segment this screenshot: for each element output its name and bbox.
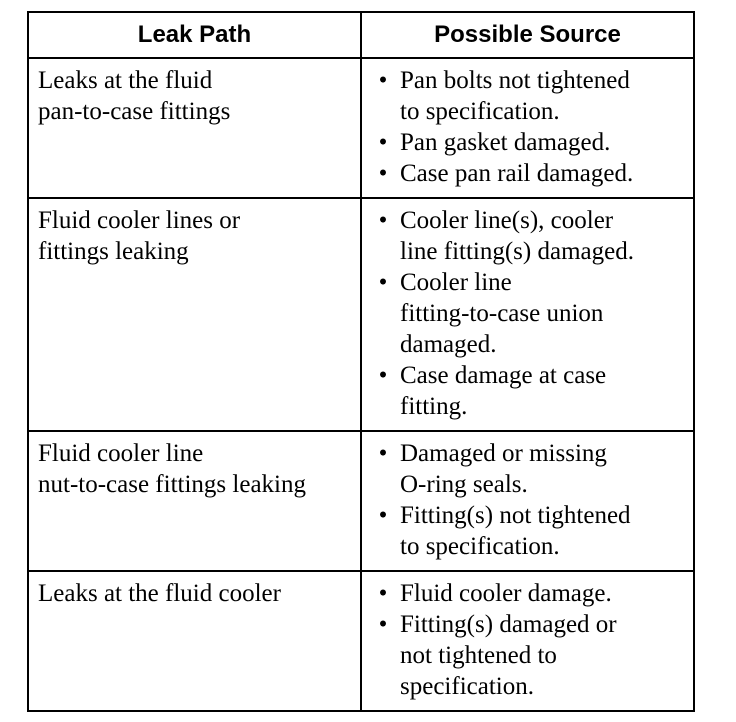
source-list <box>376 205 689 422</box>
possible-source-cell <box>361 571 694 711</box>
table-row <box>28 571 694 711</box>
source-text: Damaged or missing O-ring seals. <box>400 440 607 498</box>
bullet-icon: • <box>378 67 388 94</box>
source-text: Pan bolts not tightened to specification. <box>400 67 630 125</box>
bullet-icon: • <box>378 580 388 607</box>
source-text: Pan gasket damaged. <box>400 129 611 156</box>
leak-path-cell <box>28 198 361 431</box>
source-list <box>376 438 689 562</box>
header-leak-path: Leak Path <box>28 12 361 58</box>
table-row <box>28 431 694 571</box>
source-text: Case damage at case fitting. <box>400 362 607 420</box>
table-row <box>28 58 694 198</box>
bullet-icon: • <box>378 160 388 187</box>
leak-path-cell <box>28 571 361 711</box>
table-row <box>28 198 694 431</box>
possible-source-cell <box>361 58 694 198</box>
leak-path-text: Fluid cooler line nut-to-case fittings leaking <box>38 440 306 498</box>
leak-path-text: Fluid cooler lines or fittings leaking <box>38 207 241 265</box>
bullet-icon: • <box>378 502 388 529</box>
source-text: Fitting(s) damaged or not tightened to specification. <box>400 611 617 700</box>
bullet-icon: • <box>378 207 388 234</box>
source-list <box>376 578 689 702</box>
source-text: Cooler line(s), cooler line fitting(s) damaged. <box>400 207 634 265</box>
source-item <box>376 360 689 422</box>
leak-path-text: Leaks at the fluid pan-to-case fittings <box>38 67 231 125</box>
source-item <box>376 127 689 158</box>
header-possible-source: Possible Source <box>361 12 694 58</box>
source-item <box>376 65 689 127</box>
possible-source-cell <box>361 198 694 431</box>
source-text: Case pan rail damaged. <box>400 160 634 187</box>
source-item <box>376 438 689 500</box>
leak-path-cell <box>28 58 361 198</box>
source-text: Fitting(s) not tightened to specification. <box>400 502 631 560</box>
bullet-icon: • <box>378 362 388 389</box>
source-text: Cooler line fitting-to-case union damaged. <box>400 269 604 358</box>
bullet-icon: • <box>378 129 388 156</box>
source-list <box>376 65 689 189</box>
header-row <box>28 12 694 58</box>
source-item <box>376 267 689 360</box>
source-text: Fluid cooler damage. <box>400 580 612 607</box>
bullet-icon: • <box>378 611 388 638</box>
leak-path-cell <box>28 431 361 571</box>
leak-path-table <box>27 11 695 712</box>
leak-path-text: Leaks at the fluid cooler <box>38 580 281 607</box>
source-item <box>376 500 689 562</box>
source-item <box>376 578 689 609</box>
source-item <box>376 158 689 189</box>
possible-source-cell <box>361 431 694 571</box>
bullet-icon: • <box>378 269 388 296</box>
bullet-icon: • <box>378 440 388 467</box>
source-item <box>376 609 689 702</box>
source-item <box>376 205 689 267</box>
